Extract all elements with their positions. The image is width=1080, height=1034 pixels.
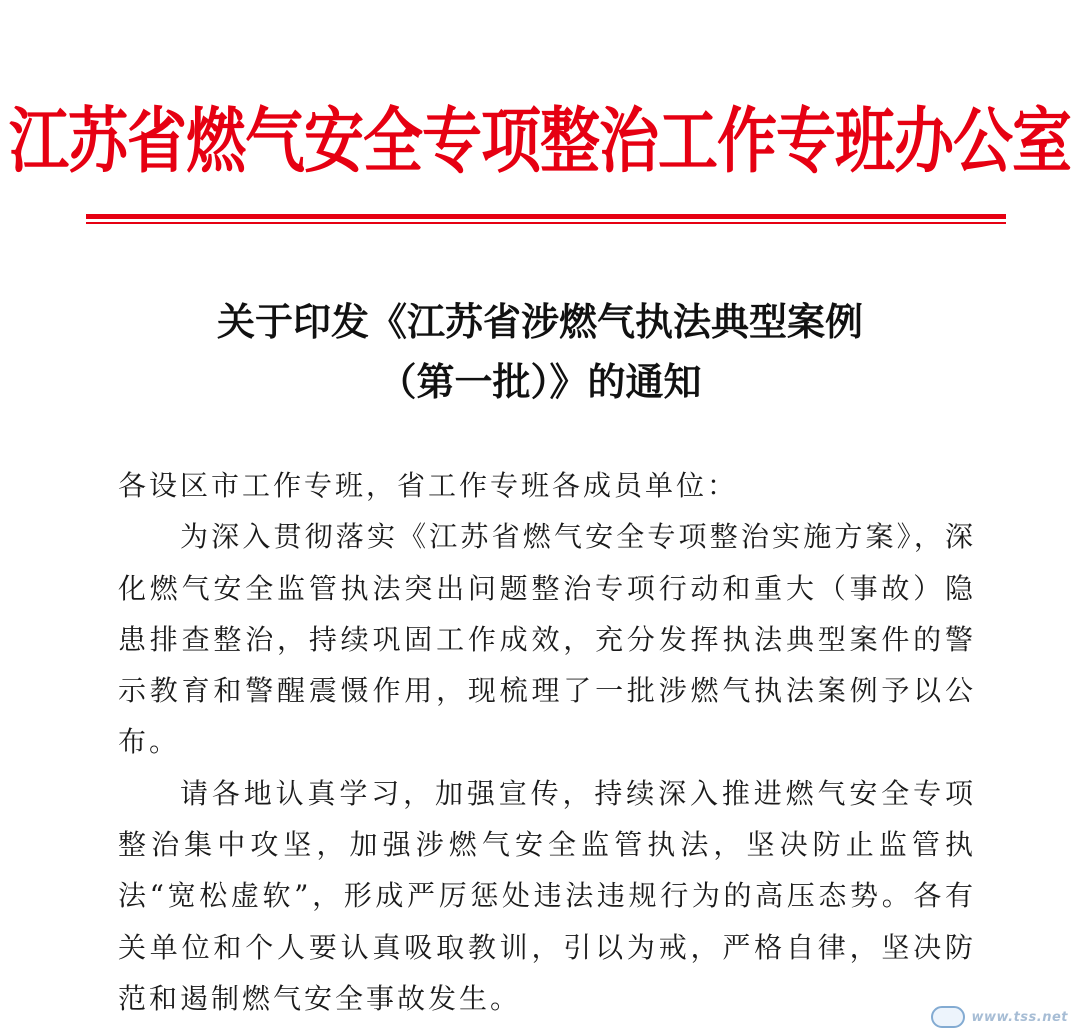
notice-title-line-2: （第一批）》的通知	[378, 359, 702, 404]
watermark-text: www.tss.net	[971, 1009, 1068, 1025]
watermark-logo-icon	[931, 1006, 965, 1028]
site-watermark	[931, 1006, 1068, 1028]
body-paragraph-1: 为深入贯彻落实《江苏省燃气安全专项整治实施方案》，深化燃气安全监管执法突出问题整治专项行动和重大（事故）隐患排查整治，持续巩固工作成效，充分发挥执法典型案件的警示教育和警醒震慑作用，现梳理了一批涉燃气执法案例予以公布。	[118, 520, 976, 759]
notice-title	[0, 292, 1080, 412]
issuing-office-title: 江苏省燃气安全专项整治工作专班办公室	[9, 100, 1071, 184]
notice-title-line-1: 关于印发《江苏省涉燃气执法典型案例	[216, 299, 863, 344]
body-paragraph-2: 请各地认真学习，加强宣传，持续深入推进燃气安全专项整治集中攻坚，加强涉燃气安全监管执法，坚决防止监管执法“宽松虚软”，形成严厉惩处违法违规行为的高压态势。各有关单位和个人要认真吸取教训，引以为戒，严格自律，坚决防范和遏制燃气安全事故发生。	[118, 776, 976, 1015]
red-header-rule-thick	[86, 214, 1006, 219]
notice-body	[118, 460, 976, 1024]
salutation: 各设区市工作专班，省工作专班各成员单位：	[118, 469, 739, 502]
red-header-rule-thin	[86, 222, 1006, 224]
